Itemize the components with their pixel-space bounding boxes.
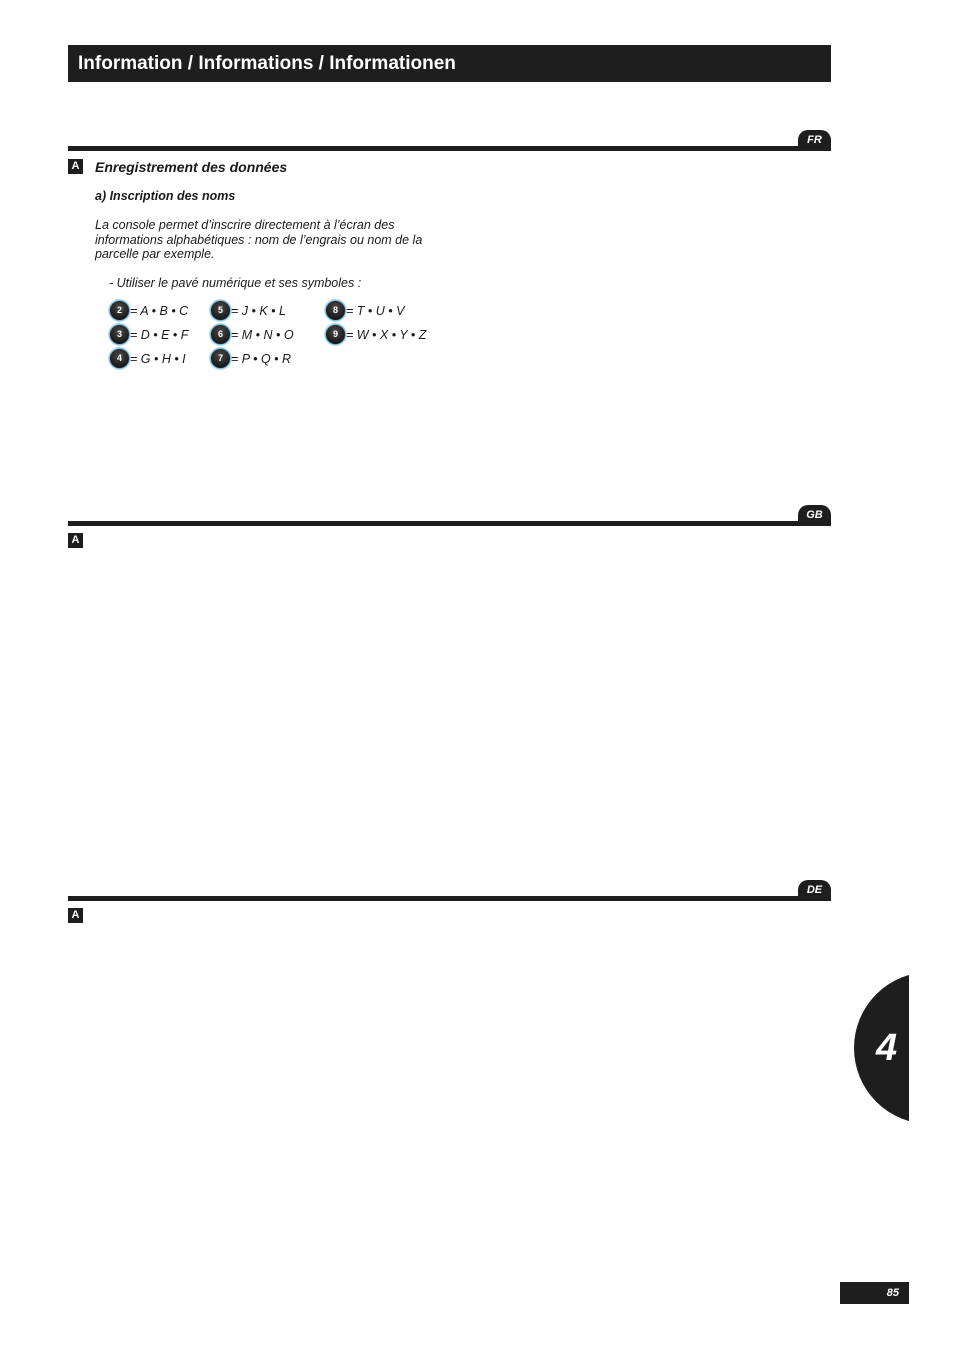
keypad-5-icon: 5 (210, 300, 231, 321)
keypad-8-icon: 8 (325, 300, 346, 321)
section-marker-de: A (68, 908, 83, 923)
key-mapping (210, 300, 286, 321)
key-mapping (210, 324, 294, 345)
key-letters: = J • K • L (231, 303, 286, 318)
keypad-2-icon: 2 (109, 300, 130, 321)
key-mapping (109, 348, 186, 369)
keypad-4-icon: 4 (109, 348, 130, 369)
fr-instruction: - Utiliser le pavé numérique et ses symboles : (109, 276, 362, 290)
key-mapping (325, 300, 404, 321)
keypad-9-icon: 9 (325, 324, 346, 345)
key-letters: = G • H • I (130, 351, 186, 366)
chapter-number: 4 (876, 1027, 898, 1069)
fr-paragraph: La console permet d’inscrire directement à l’écran des informations alphabétiques : nom de l’engrais ou nom de la parcelle par exemple. (95, 218, 423, 261)
section-marker-gb: A (68, 533, 83, 548)
key-mapping (109, 324, 188, 345)
key-letters: = D • E • F (130, 327, 189, 342)
section-rule-fr (68, 146, 831, 151)
section-rule-de (68, 896, 831, 901)
key-letters: = A • B • C (130, 303, 189, 318)
fr-heading: Enregistrement des données (95, 159, 288, 175)
fr-subheading: a) Inscription des noms (95, 189, 236, 203)
section-rule-gb (68, 521, 831, 526)
keypad-7-icon: 7 (210, 348, 231, 369)
key-letters: = M • N • O (231, 327, 294, 342)
keypad-3-icon: 3 (109, 324, 130, 345)
key-mapping (109, 300, 188, 321)
keypad-6-icon: 6 (210, 324, 231, 345)
key-mapping (210, 348, 291, 369)
key-letters: = W • X • Y • Z (346, 327, 427, 342)
page-number: 85 (840, 1282, 909, 1304)
chapter-tab-edge (909, 960, 954, 1140)
key-letters: = P • Q • R (231, 351, 292, 366)
key-letters: = T • U • V (346, 303, 405, 318)
lang-tab-de: DE (798, 880, 831, 900)
lang-tab-fr: FR (798, 130, 831, 150)
page-title: Information / Informations / Informationen (68, 45, 831, 82)
key-mapping (325, 324, 426, 345)
section-marker-fr: A (68, 159, 83, 174)
lang-tab-gb: GB (798, 505, 831, 525)
